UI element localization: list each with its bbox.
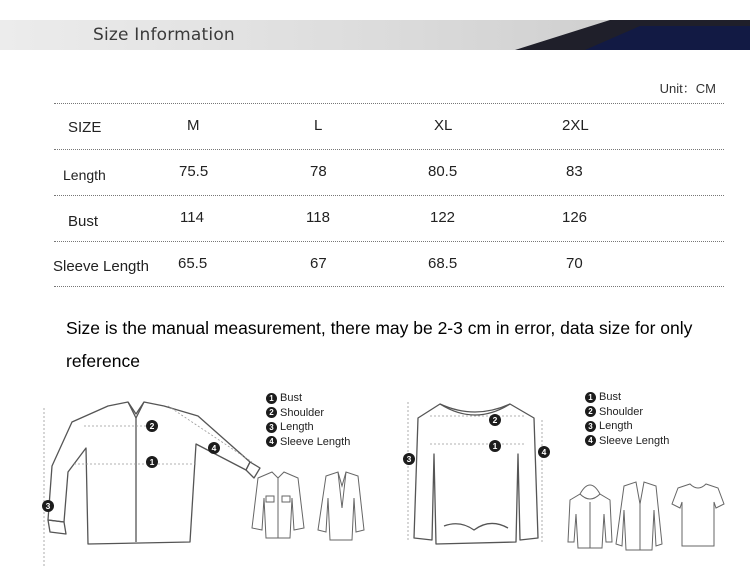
table-divider (54, 103, 724, 104)
table-cell: 118 (306, 209, 330, 226)
column-header-size: SIZE (68, 119, 102, 136)
marker-3: 3 (42, 500, 54, 512)
unit-label: Unit：CM (659, 81, 716, 96)
table-cell: 78 (310, 163, 327, 180)
table-cell: 126 (562, 209, 588, 226)
marker-2: 2 (146, 420, 158, 432)
marker-3: 3 (403, 453, 415, 465)
row-label-length: Length (63, 167, 106, 183)
page-title: Size Information (93, 25, 235, 45)
table-cell: 68.5 (428, 255, 458, 272)
marker-2: 2 (489, 414, 501, 426)
table-cell: 80.5 (428, 163, 458, 180)
legend-item: 4 Sleeve Length (585, 434, 669, 449)
table-cell: 67 (310, 255, 327, 272)
marker-4: 4 (538, 446, 550, 458)
section-header (0, 20, 750, 50)
table-cell: 65.5 (178, 255, 208, 272)
legend-item: 3 Length (266, 420, 350, 435)
legend-item: 1 Bust (266, 391, 350, 406)
legend-item: 1 Bust (585, 390, 669, 405)
sweater-illustration (400, 392, 560, 568)
table-cell: 70 (566, 255, 583, 272)
jacket-thumbnails (246, 468, 366, 548)
column-header-m: M (187, 117, 200, 134)
legend-item: 3 Length (585, 419, 669, 434)
measurement-legend (585, 390, 669, 448)
legend-item: 2 Shoulder (585, 405, 669, 420)
table-cell: 75.5 (179, 163, 209, 180)
table-cell: 83 (566, 163, 583, 180)
column-header-xl: XL (434, 117, 453, 134)
marker-1: 1 (489, 440, 501, 452)
marker-4: 4 (208, 442, 220, 454)
table-cell: 114 (180, 209, 204, 226)
measurement-legend (266, 391, 350, 449)
marker-1: 1 (146, 456, 158, 468)
measurement-note: Size is the manual measurement, there may be 2-3 cm in error, data size for only reference (66, 318, 693, 371)
shirt-illustration (28, 392, 268, 568)
table-divider (54, 195, 724, 196)
column-header-l: L (314, 117, 323, 134)
table-divider (54, 241, 724, 242)
row-label-sleeve-length: Sleeve Length (53, 258, 149, 275)
legend-item: 2 Shoulder (266, 406, 350, 421)
table-cell: 122 (430, 209, 456, 226)
legend-item: 4 Sleeve Length (266, 435, 350, 450)
table-divider (54, 149, 724, 150)
column-header-2xl: 2XL (562, 117, 589, 134)
row-label-bust: Bust (68, 213, 99, 230)
table-divider (54, 286, 724, 287)
hoodie-cardigan-tshirt-thumbnails (566, 474, 726, 554)
